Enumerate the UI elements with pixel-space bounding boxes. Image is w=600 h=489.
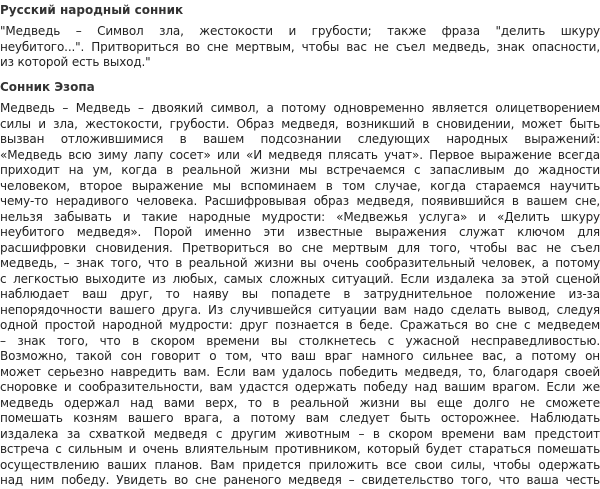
body-line: "Медведь – Символ зла, жестокости и грубости; также фраза "делить шкуру — [0, 24, 600, 38]
body-line: – знак того, что в скором времени вы столкнетесь с ужасной несправедливостью. — [0, 333, 600, 348]
body-line: над ним победу. Увидеть во сне раненого медведя – свидетельство того, что ваша честь — [0, 473, 600, 487]
body-line: Медведь – Медведь – двоякий символ, а потому одновременно является олицетворением — [0, 101, 600, 115]
body-line: с легкостью выходите из любых, самых сложных ситуаций. Если издалека за этой сценой — [0, 271, 600, 286]
body-line: вызван отложившимися в вашем подсознании следующих народных выражений: — [0, 132, 600, 146]
body-line: неубитого...". Притвориться во сне мертвым, чтобы вас не съел медведь, знак опасности, — [0, 39, 600, 54]
body-line: может серьезно навредить вам. Если вам удалось победить медведя, то, благодаря своей — [0, 364, 600, 379]
body-line: человеком, второе выражение мы вспоминаем в том случае, когда стараемся научить — [0, 178, 600, 193]
body-line: неубитого медведя». Порой именно эти известные выражения служат ключом для — [0, 225, 600, 239]
body-line: встреча с сильным и очень влиятельным противником, который будет стараться помешать — [0, 442, 600, 456]
section-body-russian-folk — [0, 24, 600, 71]
body-line: Возможно, такой сон говорит о том, что ваш враг намного сильнее вас, а потому он — [0, 349, 600, 363]
section-title-russian-folk: Русский народный сонник — [0, 3, 184, 17]
body-line: сноровке и сообразительности, вам удастся одержать победу над вашим врагом. Если же — [0, 380, 600, 394]
body-line: наблюдает ваш друг, то наяву вы попадете в затруднительное положение из-за — [0, 287, 600, 301]
body-line: непорядочности вашего друга. Из случившейся ситуации вам надо сделать вывод, следуя — [0, 302, 600, 317]
body-line: помешать козням вашего врага, а потому вам следует быть осторожнее. Наблюдать — [0, 411, 600, 425]
body-line: издалека за схваткой медведя с другим животным – в скором времени вам предстоит — [0, 426, 600, 441]
body-line: силы и зла, жестокости, грубости. Образ медведя, возникший в сновидении, может быть — [0, 116, 600, 131]
body-line: нельзя забывать и такие народные мудрости: «Медвежья услуга» и «Делить шкуру — [0, 209, 600, 224]
body-line: расшифровки сновидения. Претвориться во сне мертвым для того, чтобы вас не съел — [0, 240, 600, 255]
section-body-aesop — [0, 101, 600, 489]
body-line: «Медведь всю зиму лапу сосет» или «И медведя плясать учат». Первое выражение всегда — [0, 147, 600, 162]
body-line: медведь одержал над вами верх, то в реальной жизни вы еще долго не сможете — [0, 395, 600, 410]
body-line: чему-то нерадивого человека. Расшифровывая образ медведя, появившийся в вашем сне, — [0, 194, 600, 208]
body-line: из которой есть выход." — [0, 55, 151, 69]
section-title-aesop: Сонник Эзопа — [0, 80, 95, 94]
body-line: осуществлению ваших планов. Вам придется приложить все свои силы, чтобы одержать — [0, 457, 600, 472]
body-line: одной простой народной мудрости: друг познается в беде. Сражаться во сне с медведем — [0, 318, 600, 332]
body-line: приходит на ум, когда в реальной жизни мы встречаемся с запасливым до жадности — [0, 163, 600, 177]
body-line: медведь, – знак того, что в реальной жизни вы очень сообразительный человек, а потому — [0, 256, 600, 270]
